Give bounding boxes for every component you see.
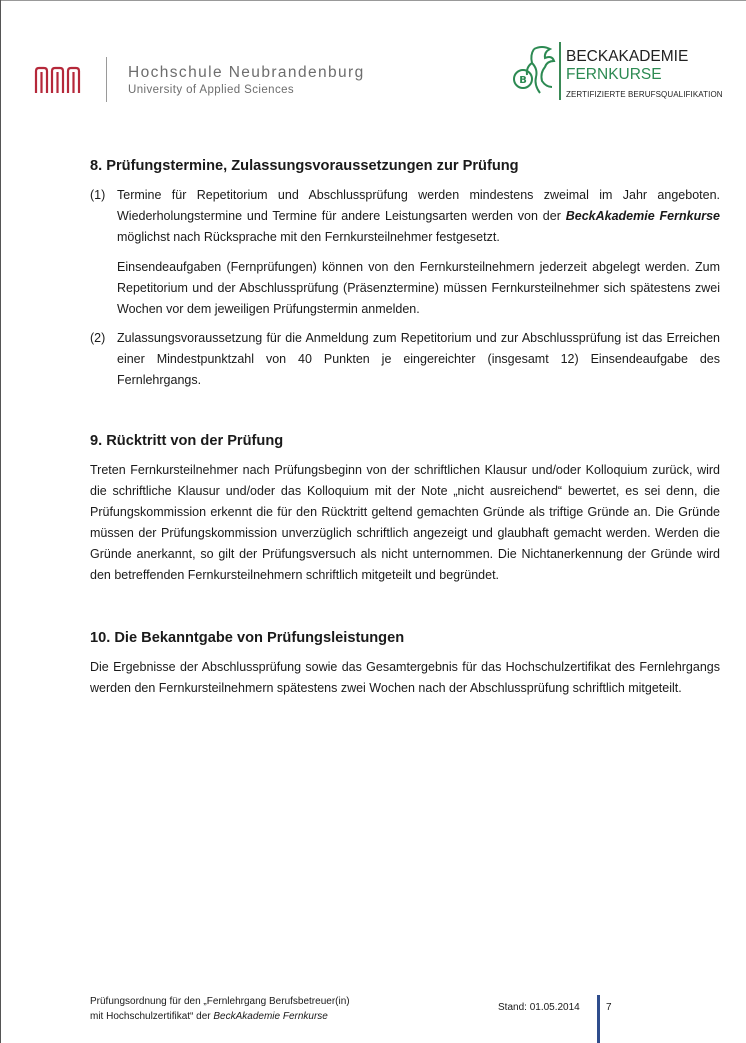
section-8-item-1-text: Termine für Repetitorium und Abschlussprüfung werden mindestens zweimal im Jahr angeboten. Wiederholungstermine und Termine für andere Leistungsarten werden von der BeckAkademie Fernkurse möglichst nach Rücksprache mit den Fernkursteilnehmer festgesetzt. [117,188,720,244]
section-8-heading: 8. Prüfungstermine, Zulassungsvoraussetzungen zur Prüfung [90,158,519,174]
section-9-text: Treten Fernkursteilnehmer nach Prüfungsbeginn von der schriftlichen Klausur und/oder Kolloquium zurück, wird die schriftliche Klausur und/oder das Kolloquium mit der Note „nicht ausreichend“ bewertet, es sei denn, die Prüfungskommission erkennt die für den Rücktritt geltend gemachten Gründe als triftige Gründe an. Die Gründe müssen der Prüfungskommission unverzüglich schriftlich angezeigt und glaubhaft gemacht werden. Werden die Gründe anerkannt, so gilt der Prüfungsversuch als nicht unternommen. Die Nichtanerkennung der Gründe wird den betreffenden Fernkursteilnehmern schriftlich mitgeteilt und begründet. [90,463,720,582]
brand-name: BeckAkademie Fernkurse [565,209,720,223]
hsnb-name: Hochschule Neubrandenburg [128,64,365,81]
section-8-item-2 [90,328,720,391]
footer-line-2: mit Hochschulzertifikat“ der BeckAkademie Fernkurse [90,1011,328,1022]
svg-text:B: B [519,75,527,86]
document-body [90,156,720,699]
section-10-heading: 10. Die Bekanntgabe von Prüfungsleistungen [90,630,405,646]
section-9-heading: 9. Rücktritt von der Prüfung [90,433,284,449]
item-number: (2) [90,331,106,345]
hsnb-logo-icon [34,66,84,94]
beck-divider [559,42,561,100]
footer-date: Stand: 01.05.2014 [498,1002,580,1013]
beck-griffin-logo-icon [512,43,556,98]
item-number: (1) [90,188,106,202]
footer-line-1: Prüfungsordnung für den „Fernlehrgang Berufsbetreuer(in) [90,996,350,1007]
section-8-item-2-text: Zulassungsvoraussetzung für die Anmeldung zum Repetitorium und zur Abschlussprüfung ist das Erreichen einer Mindestpunktzahl von 40 Punkten je eingereichter (insgesamt 12) Einsendeaufgabe des Fernlehrgangs. [117,331,720,387]
page-number: 7 [606,1002,612,1013]
page-border-left [0,0,1,1043]
section-8-item-1 [90,185,720,320]
section-10-text: Die Ergebnisse der Abschlussprüfung sowie das Gesamtergebnis für das Hochschulzertifikat des Fernlehrgangs werden den Fernkursteilnehmern spätestens zwei Wochen nach der Abschlussprüfung schriftlich mitgeteilt. [90,660,720,695]
page-border-top [0,0,746,1]
beck-subtitle: FERNKURSE [566,66,662,83]
footer-document-title [90,994,490,1024]
header-divider [106,57,107,102]
footer-brand: BeckAkademie Fernkurse [213,1011,328,1022]
footer-bar [597,995,600,1043]
hsnb-subtitle: University of Applied Sciences [128,84,295,96]
section-8-item-1-para2: Einsendeaufgaben (Fernprüfungen) können von den Fernkursteilnehmern jederzeit abgelegt werden. Zum Repetitorium und der Abschlussprüfung (Präsenztermine) müssen Fernkursteilnehmer sich spätestens zwei Wochen vor dem jeweiligen Prüfungstermin anmelden. [117,260,720,316]
beck-claim: ZERTIFIZIERTE BERUFSQUALIFIKATION [566,90,723,99]
beck-title: BECKAKADEMIE [566,48,689,65]
